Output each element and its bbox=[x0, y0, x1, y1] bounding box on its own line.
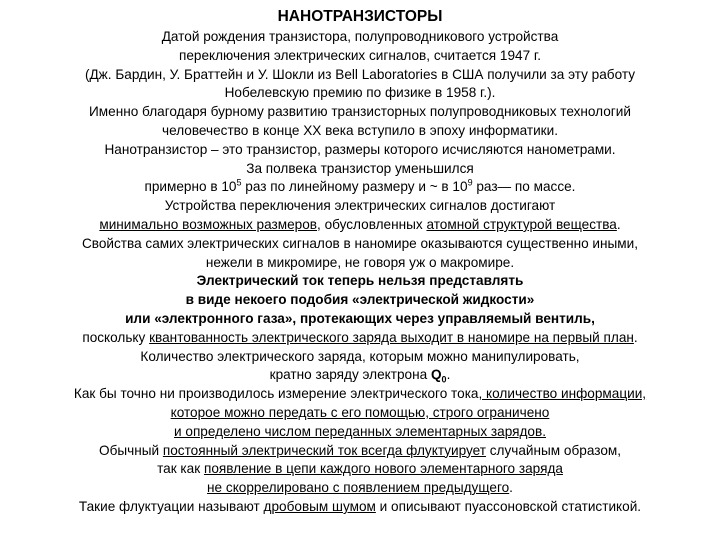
text-fragment: . bbox=[633, 329, 638, 345]
bold-line: или «электронного газа», протекающих через управляемый вентиль, bbox=[125, 310, 595, 326]
text-line bbox=[0, 479, 720, 498]
underlined-term: дробовым шумом bbox=[263, 498, 376, 514]
text-line: Свойства самих электрических сигналов в наномире оказываются существенно иными, bbox=[81, 235, 639, 251]
text-fragment: . bbox=[509, 480, 513, 496]
text-line: Нобелевскую премию по физике в 1958 г.). bbox=[224, 85, 496, 101]
exponent: 5 bbox=[236, 178, 242, 188]
text-line: Нанотранзистор – это транзистор, размеры которого исчисляются нанометрами. bbox=[104, 141, 616, 157]
text-fragment: раз— по массе. bbox=[472, 179, 576, 195]
text-fragment: примерно в 10 bbox=[144, 179, 237, 195]
underlined-term: минимально возможных размеров bbox=[99, 216, 318, 232]
text-line: человечество в конце XX века вступило в эпоху информатики. bbox=[162, 122, 558, 138]
text-fragment: Такие флуктуации называют bbox=[78, 498, 264, 514]
electron-charge-symbol: Q bbox=[430, 367, 442, 383]
underlined-term: квантованность электрического заряда выходит в наномире на первый план bbox=[149, 329, 634, 345]
underlined-term: постоянный электрический ток всегда флуктуирует bbox=[162, 442, 486, 458]
text-line: нежели в микромире, не говоря уж о макромире. bbox=[205, 254, 515, 270]
text-line bbox=[0, 178, 720, 197]
text-line: Количество электрического заряда, которым можно манипулировать, bbox=[140, 348, 580, 364]
underlined-term: не скоррелировано с появлением предыдущего bbox=[207, 480, 510, 496]
bold-line: Электрический ток теперь нельзя представлять bbox=[196, 273, 524, 289]
text-fragment: Как бы точно ни производилось измерение электрического тока bbox=[73, 386, 479, 402]
text-fragment: , обусловленных bbox=[317, 216, 427, 232]
underlined-term: появление в цепи каждого нового элементарного заряда bbox=[203, 461, 563, 477]
text-line: Устройства переключения электрических сигналов достигают bbox=[164, 198, 556, 214]
text-line bbox=[0, 460, 720, 479]
text-fragment: случайным образом, bbox=[485, 442, 621, 458]
text-line bbox=[0, 216, 720, 235]
text-fragment: . bbox=[616, 216, 621, 232]
text-fragment: . bbox=[446, 367, 451, 383]
exponent: 9 bbox=[467, 178, 473, 188]
text-fragment: поскольку bbox=[82, 329, 150, 345]
text-line bbox=[0, 442, 720, 461]
underlined-line: и определено числом переданных элементарных зарядов. bbox=[174, 423, 546, 439]
text-line: Именно благодаря бурному развитию транзисторных полупроводниковых технологий bbox=[89, 104, 631, 120]
text-line bbox=[0, 498, 720, 517]
text-line bbox=[0, 385, 720, 404]
text-line: переключения электрических сигналов, считается 1947 г. bbox=[178, 47, 541, 63]
underlined-line: которое можно передать с его помощью, строго ограничено bbox=[170, 404, 550, 420]
text-fragment: кратно заряду электрона bbox=[269, 367, 431, 383]
text-line bbox=[0, 329, 720, 348]
text-line: (Дж. Бардин, У. Браттейн и У. Шокли из Bell Laboratories в США получили за эту работу bbox=[84, 66, 636, 82]
underlined-term: , количество информации, bbox=[478, 386, 647, 402]
subscript: 0 bbox=[441, 375, 447, 386]
text-line bbox=[0, 366, 720, 385]
bold-line: в виде некоего подобия «электрической жидкости» bbox=[185, 292, 535, 308]
text-fragment: раз по линейному размеру и ~ в 10 bbox=[241, 179, 468, 195]
text-fragment: и описывают пуассоновской статистикой. bbox=[375, 498, 642, 514]
text-line: За полвека транзистор уменьшился bbox=[246, 160, 474, 176]
underlined-term: атомной структурой вещества bbox=[426, 216, 617, 232]
text-fragment: так как bbox=[157, 461, 204, 477]
text-line: Датой рождения транзистора, полупроводникового устройства bbox=[161, 29, 559, 44]
slide-title: НАНОТРАНЗИСТОРЫ bbox=[277, 8, 443, 25]
text-fragment: Обычный bbox=[99, 442, 163, 458]
